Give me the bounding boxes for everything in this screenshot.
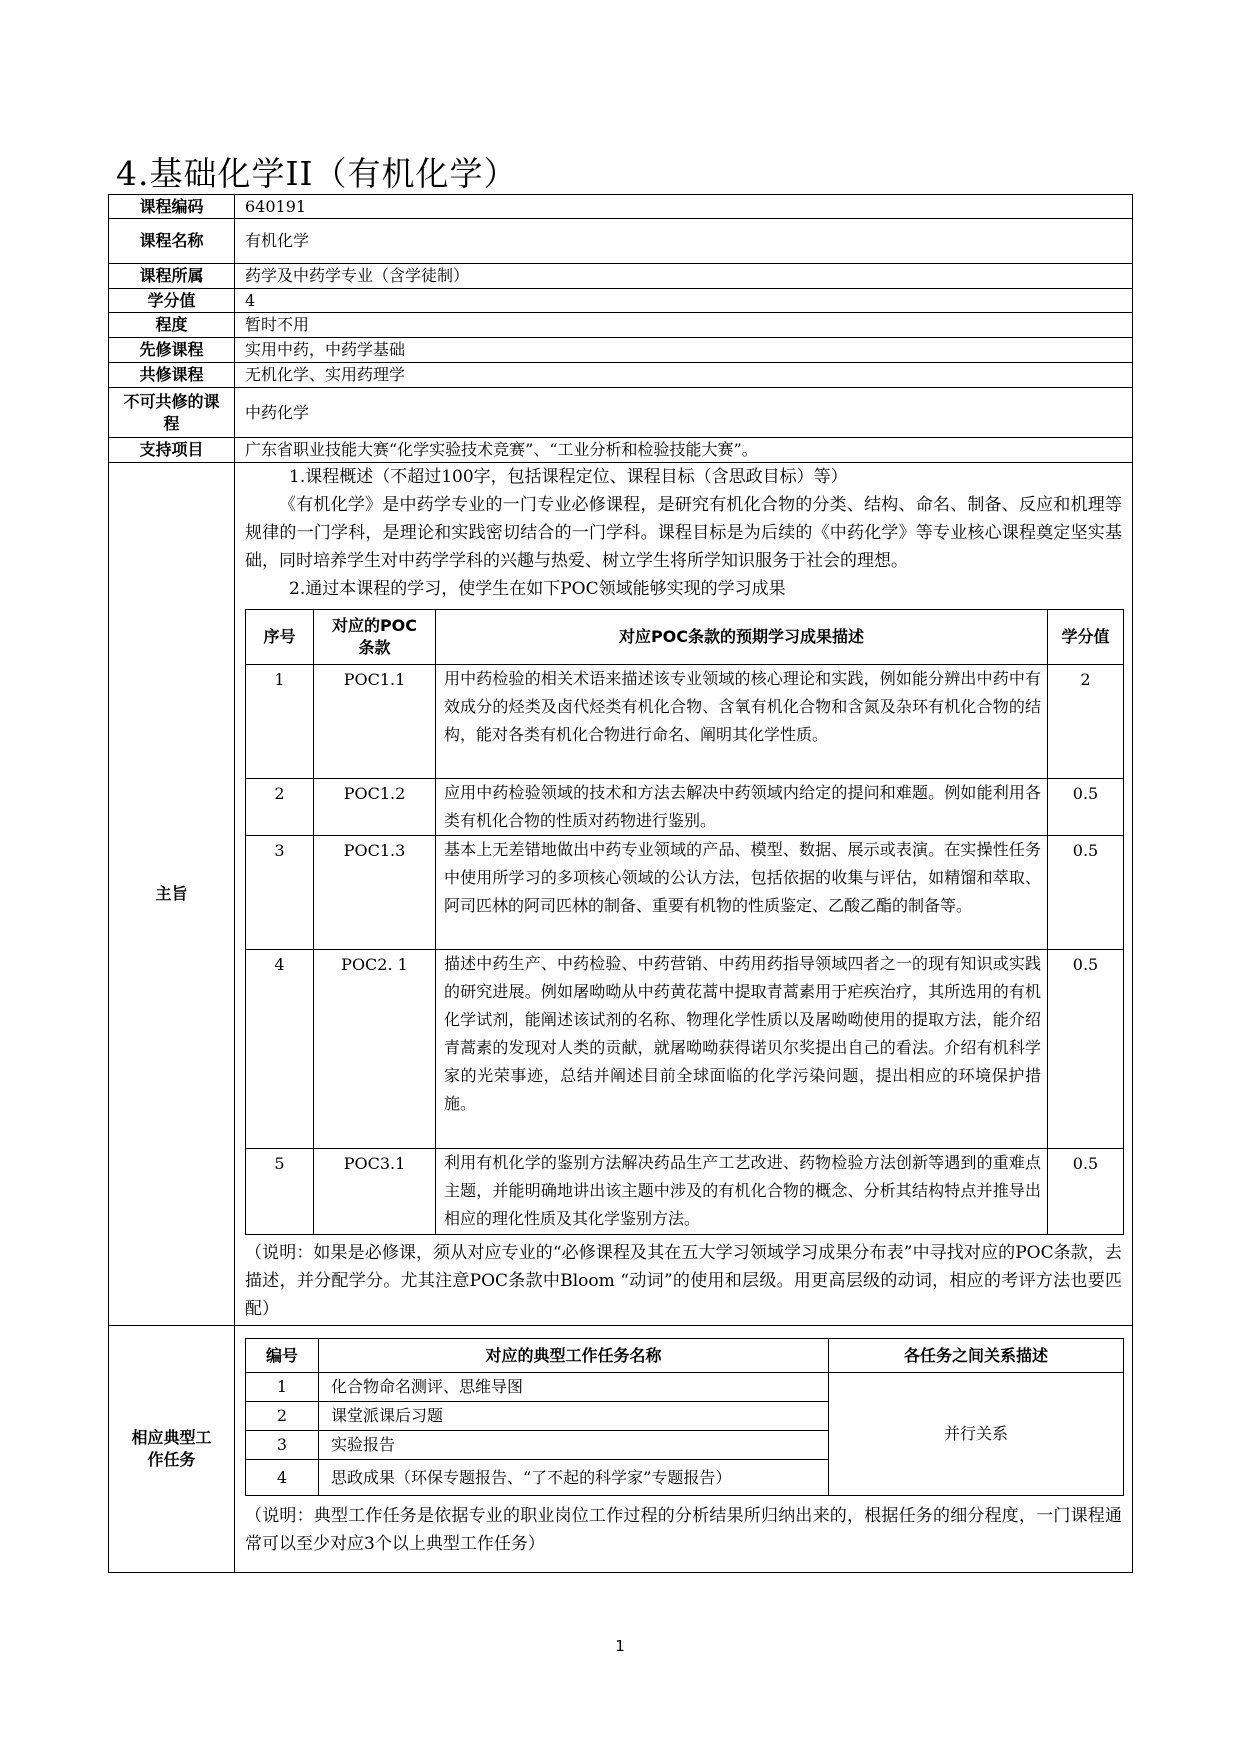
course-table <box>108 194 1133 1573</box>
prereq-value: 实用中药，中药学基础 <box>235 338 1133 363</box>
aims-label: 主旨 <box>109 463 235 1326</box>
overview-heading: 1.课程概述（不超过100字，包括课程定位、课程目标（含思政目标）等） <box>289 467 848 487</box>
poc-header-desc: 对应POC条款的预期学习成果描述 <box>436 610 1048 665</box>
task-name: 实验报告 <box>319 1431 829 1460</box>
outcomes-heading: 2.通过本课程的学习，使学生在如下POC领域能够实现的学习成果 <box>289 579 786 599</box>
credit-label: 学分值 <box>109 289 235 313</box>
poc-credit: 0.5 <box>1048 779 1124 836</box>
tasks-row <box>109 1326 1133 1573</box>
level-label: 程度 <box>109 313 235 338</box>
info-row-corequisite <box>109 363 1133 388</box>
poc-row <box>246 779 1124 836</box>
tasks-header-name: 对应的典型工作任务名称 <box>319 1339 829 1373</box>
poc-row <box>246 665 1124 779</box>
code-label: 课程编码 <box>109 195 235 219</box>
belongs-value: 药学及中药学专业（含学徒制） <box>235 264 1133 289</box>
poc-desc: 应用中药检验领域的技术和方法去解决中药领域内给定的提问和难题。例如能利用各类有机化合物的性质对药物进行鉴别。 <box>436 779 1048 836</box>
info-row-name <box>109 219 1133 264</box>
poc-row <box>246 950 1124 1149</box>
overview-text: 《有机化学》是中药学专业的一门专业必修课程，是研究有机化合物的分类、结构、命名、制备、反应和机理等规律的一门学科，是理论和实践密切结合的一门学科。课程目标是为后续的《中药化学》等专业核心课程奠定坚实基础，同时培养学生对中药学学科的兴趣与热爱、树立学生将所学知识服务于社会的理想。 <box>245 495 1122 571</box>
poc-header-poc: 对应的POC条款 <box>314 610 436 665</box>
task-name: 思政成果（环保专题报告、“了不起的科学家”专题报告） <box>319 1460 829 1496</box>
poc-header-row <box>246 610 1124 665</box>
poc-code: POC1.2 <box>314 779 436 836</box>
poc-no: 4 <box>246 950 314 1149</box>
poc-desc: 描述中药生产、中药检验、中药营销、中药用药指导领域四者之一的现有知识或实践的研究进展。例如屠呦呦从中药黄花蒿中提取青蒿素用于疟疾治疗，其所选用的有机化学试剂，能阐述该试剂的名称、物理化学性质以及屠呦呦使用的提取方法，能介绍青蒿素的发现对人类的贡献，就屠呦呦获得诺贝尔奖提出自己的看法。介绍有机科学家的光荣事迹，总结并阐述目前全球面临的化学污染问题，提出相应的环境保护措施。 <box>436 950 1048 1149</box>
poc-code: POC3.1 <box>314 1149 436 1235</box>
tasks-header-relation: 各任务之间关系描述 <box>829 1339 1124 1373</box>
tasks-header-row <box>246 1339 1124 1373</box>
task-name: 课堂派课后习题 <box>319 1402 829 1431</box>
poc-header-credit: 学分值 <box>1048 610 1124 665</box>
poc-desc: 用中药检验的相关术语来描述该专业领域的核心理论和实践，例如能分辨出中药中有效成分的烃类及卤代烃类有机化合物、含氧有机化合物和含氮及杂环有机化合物的结构，能对各类有机化合物进行命名、阐明其化学性质。 <box>436 665 1048 779</box>
task-no: 3 <box>246 1431 319 1460</box>
task-no: 1 <box>246 1373 319 1402</box>
poc-code: POC1.3 <box>314 836 436 950</box>
aims-row <box>109 463 1133 1326</box>
support-label: 支持项目 <box>109 438 235 463</box>
exclusion-value: 中药化学 <box>235 388 1133 438</box>
info-row-code <box>109 195 1133 219</box>
tasks-note: （说明：典型工作任务是依据专业的职业岗位工作过程的分析结果所归纳出来的，根据任务的细分程度，一门课程通常可以至少对应3个以上典型工作任务） <box>245 1506 1122 1554</box>
corequisite-value: 无机化学、实用药理学 <box>235 363 1133 388</box>
poc-credit: 2 <box>1048 665 1124 779</box>
info-row-support <box>109 438 1133 463</box>
aims-content <box>235 463 1133 1326</box>
poc-desc: 利用有机化学的鉴别方法解决药品生产工艺改进、药物检验方法创新等遇到的重难点主题，并能明确地讲出该主题中涉及的有机化合物的概念、分析其结构特点并推导出相应的理化性质及其化学鉴别方法。 <box>436 1149 1048 1235</box>
prereq-label: 先修课程 <box>109 338 235 363</box>
poc-credit: 0.5 <box>1048 1149 1124 1235</box>
tasks-content <box>235 1326 1133 1573</box>
page-title: 4.基础化学II（有机化学） <box>116 154 518 193</box>
task-relation: 并行关系 <box>829 1373 1124 1496</box>
credit-value: 4 <box>235 289 1133 313</box>
poc-credit: 0.5 <box>1048 950 1124 1149</box>
poc-no: 2 <box>246 779 314 836</box>
task-name: 化合物命名测评、思维导图 <box>319 1373 829 1402</box>
poc-no: 3 <box>246 836 314 950</box>
info-row-belongs <box>109 264 1133 289</box>
info-row-prereq <box>109 338 1133 363</box>
belongs-label: 课程所属 <box>109 264 235 289</box>
page-number: 1 <box>615 1637 625 1655</box>
poc-no: 5 <box>246 1149 314 1235</box>
corequisite-label: 共修课程 <box>109 363 235 388</box>
aims-note: （说明：如果是必修课，须从对应专业的“必修课程及其在五大学习领域学习成果分布表”中寻找对应的POC条款，去描述，并分配学分。尤其注意POC条款中Bloom “动词”的使用和层级。用更高层级的动词，相应的考评方法也要匹配） <box>245 1243 1122 1319</box>
poc-row <box>246 836 1124 950</box>
poc-code: POC2. 1 <box>314 950 436 1149</box>
info-row-credit <box>109 289 1133 313</box>
task-row <box>246 1373 1124 1402</box>
poc-row <box>246 1149 1124 1235</box>
info-row-level <box>109 313 1133 338</box>
poc-credit: 0.5 <box>1048 836 1124 950</box>
poc-no: 1 <box>246 665 314 779</box>
info-row-exclusion <box>109 388 1133 438</box>
name-value: 有机化学 <box>235 219 1133 264</box>
support-value: 广东省职业技能大赛“化学实验技术竞赛”、“工业分析和检验技能大赛”。 <box>235 438 1133 463</box>
name-label: 课程名称 <box>109 219 235 264</box>
poc-code: POC1.1 <box>314 665 436 779</box>
tasks-table <box>245 1338 1124 1496</box>
tasks-label: 相应典型工作任务 <box>109 1326 235 1573</box>
code-value: 640191 <box>235 195 1133 219</box>
poc-table <box>245 609 1124 1235</box>
task-no: 4 <box>246 1460 319 1496</box>
poc-desc: 基本上无差错地做出中药专业领域的产品、模型、数据、展示或表演。在实操性任务中使用所学习的多项核心领域的公认方法，包括依据的收集与评估，如精馏和萃取、阿司匹林的阿司匹林的制备、重要有机物的性质鉴定、乙酸乙酯的制备等。 <box>436 836 1048 950</box>
exclusion-label: 不可共修的课程 <box>109 388 235 438</box>
tasks-header-no: 编号 <box>246 1339 319 1373</box>
poc-header-no: 序号 <box>246 610 314 665</box>
level-value: 暂时不用 <box>235 313 1133 338</box>
task-no: 2 <box>246 1402 319 1431</box>
